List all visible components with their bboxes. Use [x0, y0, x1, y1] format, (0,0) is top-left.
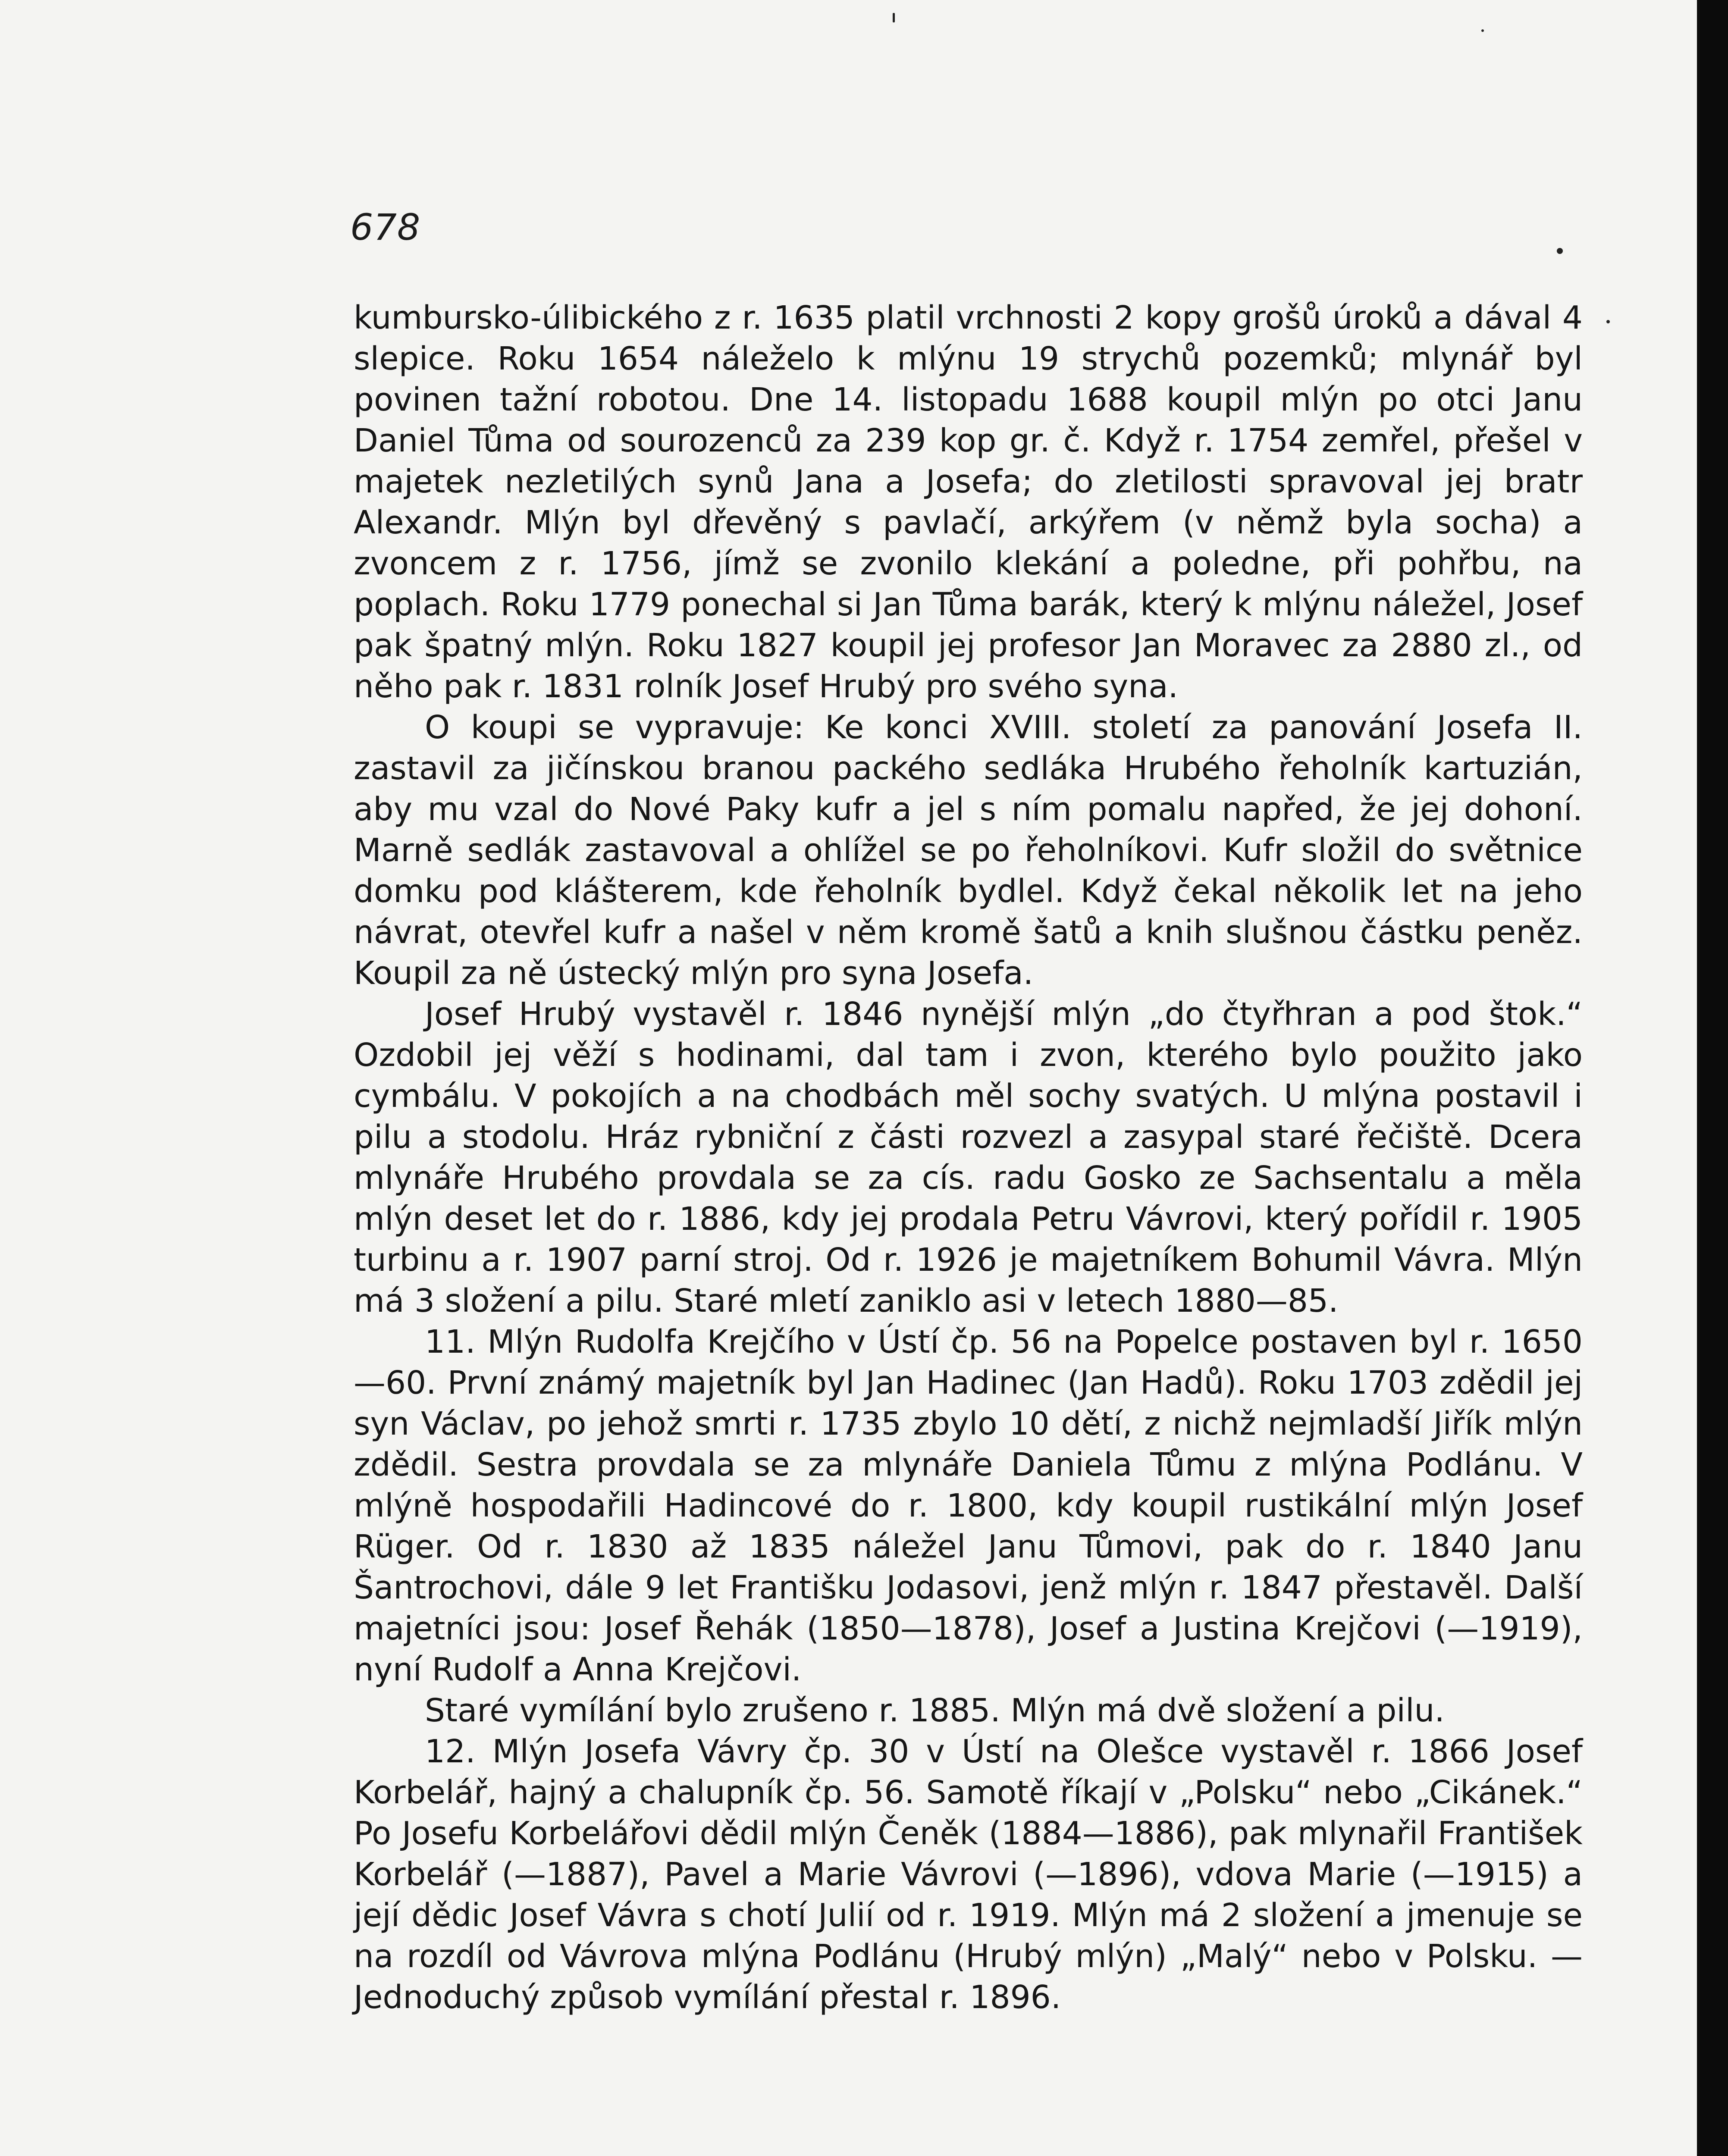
paragraph-mill-12-vavra: 12. Mlýn Josefa Vávry čp. 30 v Ústí na Olešce vystavěl r. 1866 Josef Korbelář, hajný a chalupník čp. 56. Samotě říkají v „Polsku“ nebo „Cikánek.“ Po Josefu Korbelářovi dědil mlýn Čeněk (1884—1886), pak mlynařil František Korbelář (—1887), Pavel a Marie Vávrovi (—1896), vdova Marie (—1915) a její dědic Josef Vávra s chotí Julií od r. 1919. Mlýn má 2 složení a jmenuje se na rozdíl od Vávrova mlýna Podlánu (Hrubý mlýn) „Malý“ nebo v Polsku. — Jednoduchý způsob vymílání přestal r. 1896.	[354, 1733, 1583, 2016]
page-body	[354, 298, 1583, 2018]
dust-speck	[1557, 248, 1563, 254]
paragraph-mill-11-krejci: 11. Mlýn Rudolfa Krejčího v Ústí čp. 56 na Popelce postaven byl r. 1650—60. První známý majetník byl Jan Hadinec (Jan Hadů). Roku 1703 zdědil jej syn Václav, po jehož smrti r. 1735 zbylo 10 dětí, z nichž nejmladší Jiřík mlýn zdědil. Sestra provdala se za mlynáře Daniela Tůmu z mlýna Podlánu. V mlýně hospodařili Hadincové do r. 1800, kdy koupil rustikální mlýn Josef Rüger. Od r. 1830 až 1835 náležel Janu Tůmovi, pak do r. 1840 Janu Šantrochovi, dále 9 let Františku Jodasovi, jenž mlýn r. 1847 přestavěl. Další majetníci jsou: Josef Řehák (1850—1878), Josef a Justina Krejčovi (—1919), nyní Rudolf a Anna Krejčovi.	[354, 1323, 1583, 1688]
paragraph-mill-history-continued: kumbursko-úlibického z r. 1635 platil vrchnosti 2 kopy grošů úroků a dával 4 slepice. Roku 1654 náleželo k mlýnu 19 strychů pozemků; mlynář byl povinen tažní robotou. Dne 14. listopadu 1688 koupil mlýn po otci Janu Daniel Tůma od sourozenců za 239 kop gr. č. Když r. 1754 zemřel, přešel v majetek nezletilých synů Jana a Josefa; do zletilosti spravoval jej bratr Alexandr. Mlýn byl dřevěný s pavlačí, arkýřem (v němž byla socha) a zvoncem z r. 1756, jímž se zvonilo klekání a poledne, při pohřbu, na poplach. Roku 1779 ponechal si Jan Tůma barák, který k mlýnu náležel, Josef pak špatný mlýn. Roku 1827 koupil jej profesor Jan Moravec za 2880 zl., od něho pak r. 1831 rolník Josef Hrubý pro svého syna.	[354, 299, 1583, 705]
paragraph-josef-hruby: Josef Hrubý vystavěl r. 1846 nynější mlýn „do čtyřhran a pod štok.“ Ozdobil jej věží s hodinami, dal tam i zvon, kterého bylo použito jako cymbálu. V pokojích a na chodbách měl sochy svatých. U mlýna postavil i pilu a stodolu. Hráz rybniční z části rozvezl a zasypal staré řečiště. Dcera mlynáře Hrubého provdala se za cís. radu Gosko ze Sachsentalu a měla mlýn deset let do r. 1886, kdy jej prodala Petru Vávrovi, který pořídil r. 1905 turbinu a r. 1907 parní stroj. Od r. 1926 je majetníkem Bohumil Vávra. Mlýn má 3 složení a pilu. Staré mletí zaniklo asi v letech 1880—85.	[354, 996, 1583, 1319]
scan-mark	[893, 13, 895, 22]
scan-border	[1697, 0, 1728, 2156]
paragraph-legend-of-purchase: O koupi se vypravuje: Ke konci XVIII. století za panování Josefa II. zastavil za jičínskou branou packého sedláka Hrubého řeholník kartuzián, aby mu vzal do Nové Paky kufr a jel s ním pomalu napřed, že jej dohoní. Marně sedlák zastavoval a ohlížel se po řeholníkovi. Kufr složil do světnice domku pod klášterem, kde řeholník bydlel. Když čekal několik let na jeho návrat, otevřel kufr a našel v něm kromě šatů a knih slušnou částku peněz. Koupil za ně ústecký mlýn pro syna Josefa.	[354, 709, 1583, 992]
dust-speck	[1606, 320, 1610, 323]
page-number: 678	[350, 206, 421, 248]
paragraph-mill-11-milling: Staré vymílání bylo zrušeno r. 1885. Mlýn má dvě složení a pilu.	[425, 1692, 1445, 1729]
dust-speck	[1481, 29, 1484, 32]
